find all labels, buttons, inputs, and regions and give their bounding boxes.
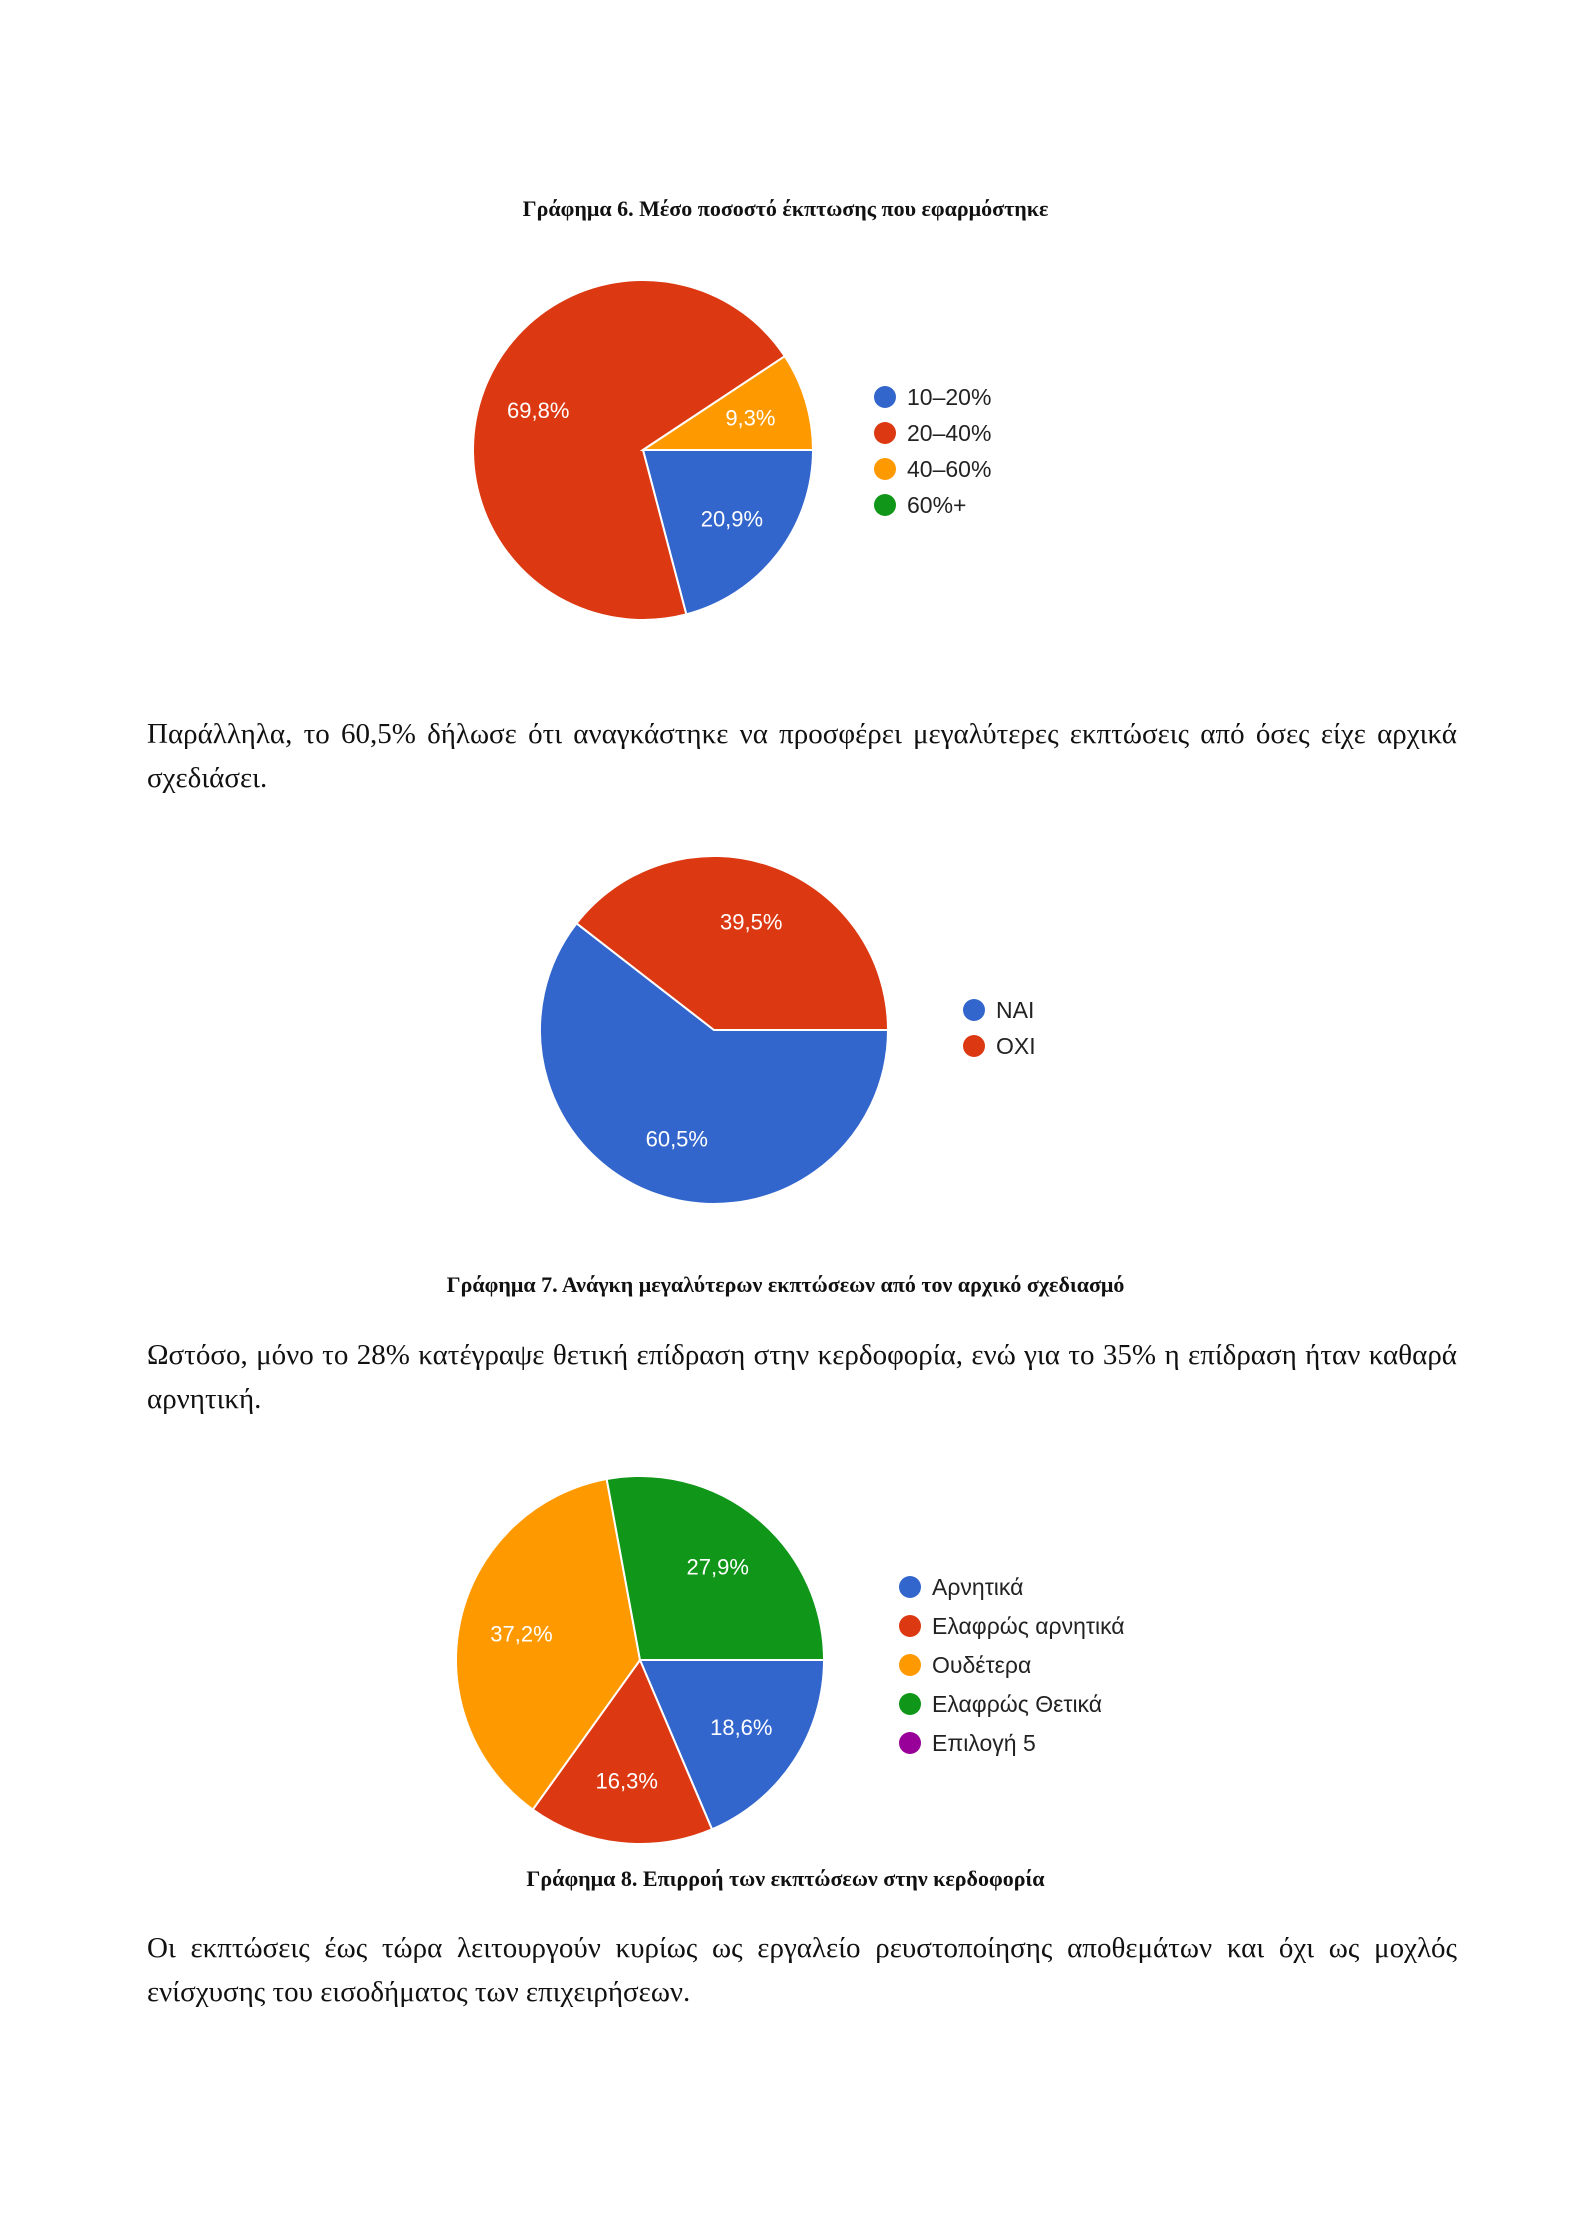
slice-label-3: 37,2% [490,1621,553,1647]
legend-item-1: ΝΑΙ [996,997,1035,1023]
chart-6-caption: Γράφημα 6. Μέσο ποσοστό έκπτωσης που εφαρμόστηκε [522,196,1049,221]
legend-item-1: 10–20% [907,384,992,410]
legend-swatch-2 [963,1035,985,1057]
chart-8-pie [0,1460,1571,1860]
legend-item-1: Αρνητικά [932,1574,1024,1600]
legend-swatch-3 [899,1654,921,1676]
paragraph-1: Παράλληλα, το 60,5% δήλωσε ότι αναγκάστηκε να προσφέρει μεγαλύτερες εκπτώσεις από όσες είχε αρχικά σχεδιάσει. [147,718,1457,794]
slice-label-1: 18,6% [710,1715,773,1740]
chart-7-caption: Γράφημα 7. Ανάγκη μεγαλύτερων εκπτώσεων από τον αρχικό σχεδιασμό [446,1272,1125,1297]
slice-label-2: 39,5% [720,909,783,935]
legend-swatch-2 [899,1615,921,1637]
legend-swatch-1 [874,386,896,408]
legend-item-2: 20–40% [907,420,992,446]
chart-7-pie [0,840,1571,1220]
legend-swatch-4 [899,1693,921,1715]
slice-label-2: 69,8% [507,398,570,423]
legend-swatch-3 [874,458,896,480]
legend-item-3: Ουδέτερα [932,1652,1032,1678]
legend-item-2: ΟΧΙ [996,1033,1036,1059]
legend-swatch-1 [899,1576,921,1598]
slice-label-1: 20,9% [700,506,764,532]
slice-label-1: 60,5% [645,1126,708,1152]
slice-label-3: 9,3% [725,405,776,431]
paragraph-2: Ωστόσο, μόνο το 28% κατέγραψε θετική επίδραση στην κερδοφορία, ενώ για το 35% η επίδραση ήταν καθαρά αρνητική. [147,1339,1457,1415]
paragraph-3: Οι εκπτώσεις έως τώρα λειτουργούν κυρίως ως εργαλείο ρευστοποίησης αποθεμάτων και όχι ως μοχλός ενίσχυσης του εισοδήματος των επιχειρήσεων. [147,1932,1457,2008]
chart-6-pie [0,270,1571,650]
legend-swatch-4 [874,494,896,516]
chart-8-caption: Γράφημα 8. Επιρροή των εκπτώσεων στην κερδοφορία [526,1866,1045,1891]
legend-item-4: 60%+ [907,492,967,518]
legend-item-4: Ελαφρώς Θετικά [932,1691,1103,1717]
legend-swatch-5 [899,1732,921,1754]
legend-item-5: Επιλογή 5 [932,1730,1036,1756]
slice-label-2: 16,3% [595,1768,658,1794]
legend-swatch-2 [874,422,896,444]
legend-item-3: 40–60% [907,456,992,482]
slice-label-4: 27,9% [686,1554,749,1580]
legend-item-2: Ελαφρώς αρνητικά [932,1613,1125,1639]
legend-swatch-1 [963,999,985,1021]
